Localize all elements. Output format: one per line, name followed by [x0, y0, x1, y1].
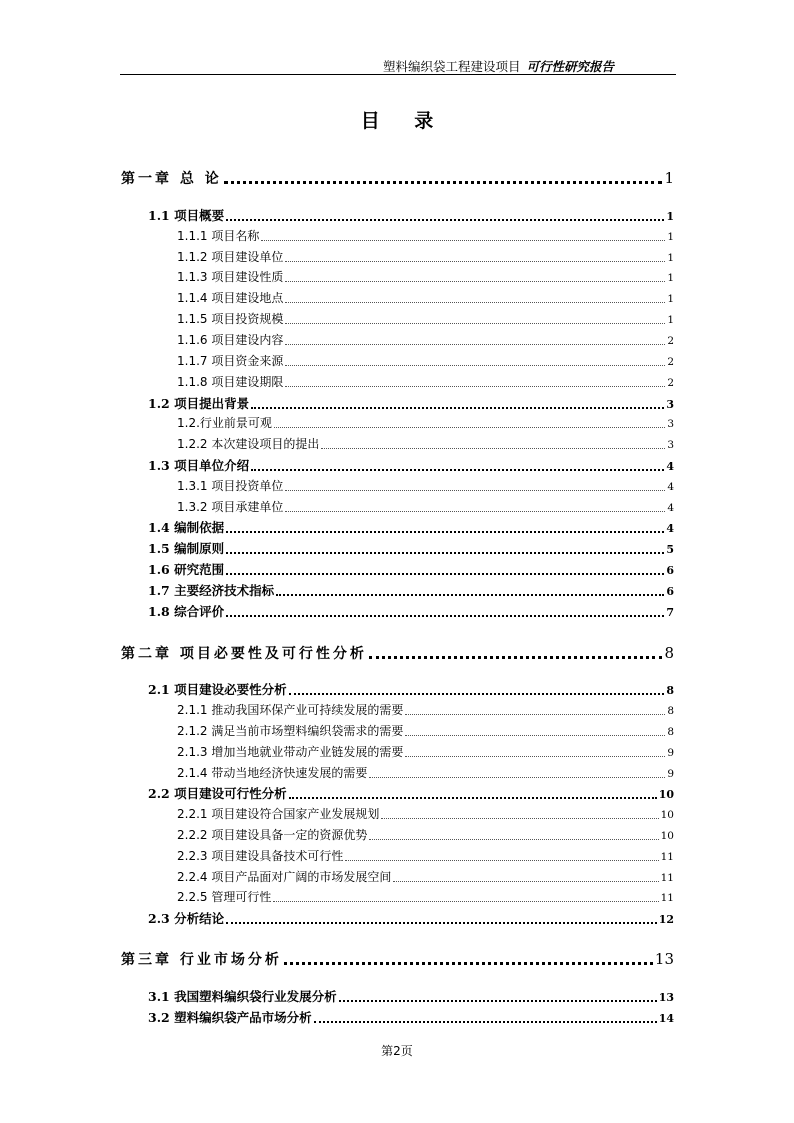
toc-chapter-row[interactable] [121, 643, 674, 663]
dot-leader [393, 881, 658, 882]
toc-sub-row[interactable] [121, 868, 674, 885]
toc-page-number: 11 [660, 892, 674, 904]
toc-page-number: 3 [667, 439, 674, 451]
dot-leader [284, 962, 653, 965]
toc-page-number: 8 [667, 726, 674, 738]
dot-leader [226, 922, 657, 924]
toc-entry-label: 第二章 项目必要性及可行性分析 [121, 646, 367, 662]
toc-entry-label: 1.1.2 项目建设单位 [177, 250, 284, 264]
toc-page-number: 3 [667, 418, 674, 430]
toc-sub-row[interactable] [121, 764, 674, 781]
toc-page-number: 13 [658, 991, 674, 1004]
dot-leader [289, 797, 657, 799]
dot-leader [369, 777, 665, 778]
toc-section-row[interactable] [121, 394, 674, 412]
toc-sub-row[interactable] [121, 331, 674, 348]
toc-page-number: 10 [660, 809, 674, 821]
dot-leader [314, 1021, 657, 1023]
toc-sub-row[interactable] [121, 477, 674, 494]
toc-entry-label: 1.6 研究范围 [148, 562, 225, 577]
toc-sub-row[interactable] [121, 701, 674, 718]
toc-chapter-row[interactable] [121, 168, 674, 188]
toc-entry-label: 2.1.3 增加当地就业带动产业链发展的需要 [177, 745, 404, 759]
toc-section-row[interactable] [121, 987, 674, 1005]
toc-page-number: 4 [667, 502, 674, 514]
toc-sub-row[interactable] [121, 888, 674, 905]
dot-leader [226, 219, 664, 221]
dot-leader [285, 365, 665, 366]
toc-section-row[interactable] [121, 206, 674, 224]
toc-entry-label: 1.5 编制原则 [148, 541, 225, 556]
toc-page-number: 4 [667, 481, 674, 493]
toc-page-number: 1 [667, 231, 674, 243]
toc-page-number: 8 [664, 644, 674, 662]
toc-entry-label: 1.1.4 项目建设地点 [177, 291, 284, 305]
toc-entry-label: 1.7 主要经济技术指标 [148, 583, 275, 598]
dot-leader [274, 427, 665, 428]
dot-leader [285, 302, 665, 303]
dot-leader [345, 860, 658, 861]
toc-sub-row[interactable] [121, 498, 674, 515]
toc-page-number: 8 [666, 684, 674, 697]
toc-page-number: 10 [660, 830, 674, 842]
toc-entry-label: 1.1 项目概要 [148, 208, 225, 223]
toc-sub-row[interactable] [121, 435, 674, 452]
toc-page-number: 2 [667, 335, 674, 347]
toc-entry-label: 3.1 我国塑料编织袋行业发展分析 [148, 989, 337, 1004]
toc-page-number: 9 [667, 747, 674, 759]
toc-sub-row[interactable] [121, 805, 674, 822]
toc-entry-label: 2.2.2 项目建设具备一定的资源优势 [177, 828, 368, 842]
toc-entry-label: 1.3.1 项目投资单位 [177, 479, 284, 493]
toc-entry-label: 1.4 编制依据 [148, 520, 225, 535]
dot-leader [289, 693, 665, 695]
toc-page-number: 1 [667, 293, 674, 305]
toc-page-number: 1 [666, 210, 674, 223]
dot-leader [224, 181, 663, 184]
toc-page-number: 14 [658, 1012, 674, 1025]
dot-leader [321, 448, 665, 449]
dot-leader [226, 615, 664, 617]
toc-entry-label: 1.2 项目提出背景 [148, 396, 250, 411]
toc-page-number: 11 [660, 872, 674, 884]
toc-entry-label: 2.2.3 项目建设具备技术可行性 [177, 849, 344, 863]
toc-entry-label: 1.1.1 项目名称 [177, 229, 260, 243]
dot-leader [285, 261, 665, 262]
dot-leader [226, 552, 664, 554]
toc-page-number: 2 [667, 356, 674, 368]
toc-section-row[interactable] [121, 518, 674, 536]
toc-section-row[interactable] [121, 1008, 674, 1026]
dot-leader [285, 281, 665, 282]
toc-sub-row[interactable] [121, 227, 674, 244]
toc-sub-row[interactable] [121, 310, 674, 327]
toc-section-row[interactable] [121, 539, 674, 557]
toc-entry-label: 第一章 总 论 [121, 171, 222, 187]
toc-page-number: 2 [667, 377, 674, 389]
toc-entry-label: 2.2 项目建设可行性分析 [148, 786, 287, 801]
toc-entry-label: 3.2 塑料编织袋产品市场分析 [148, 1010, 312, 1025]
dot-leader [285, 490, 665, 491]
toc-entry-label: 1.2.行业前景可观 [177, 416, 272, 430]
toc-page-number: 9 [667, 768, 674, 780]
page-title: 目 录 [360, 110, 448, 132]
toc-page-number: 1 [667, 272, 674, 284]
dot-leader [226, 573, 664, 575]
toc-section-row[interactable] [121, 602, 674, 620]
toc-entry-label: 2.2.4 项目产品面对广阔的市场发展空间 [177, 870, 392, 884]
dot-leader [226, 531, 664, 533]
toc-sub-row[interactable] [121, 268, 674, 285]
toc-entry-label: 1.1.3 项目建设性质 [177, 270, 284, 284]
toc-sub-row[interactable] [121, 352, 674, 369]
toc-page-number: 1 [667, 252, 674, 264]
toc-section-row[interactable] [121, 581, 674, 599]
toc-entry-label: 2.2.1 项目建设符合国家产业发展规划 [177, 807, 380, 821]
toc-entry-label: 2.3 分析结论 [148, 911, 225, 926]
toc-sub-row[interactable] [121, 289, 674, 306]
dot-leader [369, 839, 658, 840]
toc-page-number: 1 [664, 169, 674, 187]
dot-leader [405, 756, 665, 757]
toc-entry-label: 2.2.5 管理可行性 [177, 890, 272, 904]
toc-entry-label: 1.3 项目单位介绍 [148, 458, 250, 473]
toc-page-number: 13 [654, 950, 674, 968]
toc-entry-label: 1.1.8 项目建设期限 [177, 375, 284, 389]
toc-page-number: 10 [658, 788, 674, 801]
dot-leader [405, 735, 665, 736]
toc-entry-label: 2.1.2 满足当前市场塑料编织袋需求的需要 [177, 724, 404, 738]
page-header [120, 54, 676, 75]
toc-chapter-row[interactable] [121, 949, 674, 969]
toc-entry-label: 1.1.5 项目投资规模 [177, 312, 284, 326]
toc-section-row[interactable] [121, 560, 674, 578]
toc-page-number: 4 [666, 460, 674, 473]
dot-leader [251, 469, 664, 471]
toc-entry-label: 1.3.2 项目承建单位 [177, 500, 284, 514]
dot-leader [285, 386, 665, 387]
toc-entry-label: 2.1.1 推动我国环保产业可持续发展的需要 [177, 703, 404, 717]
dot-leader [339, 1000, 657, 1002]
toc-entry-label: 第三章 行业市场分析 [121, 952, 282, 968]
toc-sub-row[interactable] [121, 414, 674, 431]
dot-leader [261, 240, 665, 241]
toc-sub-row[interactable] [121, 847, 674, 864]
page-number: 第2页 [381, 1044, 413, 1058]
toc-section-row[interactable] [121, 680, 674, 698]
toc-page-number: 7 [666, 606, 674, 619]
toc-entry-label: 1.8 综合评价 [148, 604, 225, 619]
dot-leader [285, 344, 665, 345]
toc-page-number: 6 [666, 585, 674, 598]
header-project-name: 塑料编织袋工程建设项目 [382, 59, 521, 74]
header-report-type: 可行性研究报告 [526, 59, 614, 74]
toc-page-number: 6 [666, 564, 674, 577]
toc-entry-label: 1.2.2 本次建设项目的提出 [177, 437, 320, 451]
toc-entry-label: 2.1.4 带动当地经济快速发展的需要 [177, 766, 368, 780]
toc-section-row[interactable] [121, 784, 674, 802]
dot-leader [381, 818, 658, 819]
toc-section-row[interactable] [121, 456, 674, 474]
toc-sub-row[interactable] [121, 826, 674, 843]
dot-leader [285, 323, 665, 324]
toc-page-number: 1 [667, 314, 674, 326]
toc-page-number: 11 [660, 851, 674, 863]
toc-page-number: 5 [666, 543, 674, 556]
toc-sub-row[interactable] [121, 743, 674, 760]
dot-leader [276, 594, 664, 596]
toc-entry-label: 2.1 项目建设必要性分析 [148, 682, 287, 697]
dot-leader [251, 407, 664, 409]
toc-entry-label: 1.1.6 项目建设内容 [177, 333, 284, 347]
toc-page-number: 3 [666, 398, 674, 411]
toc-sub-row[interactable] [121, 248, 674, 265]
dot-leader [405, 714, 665, 715]
toc-page-number: 8 [667, 705, 674, 717]
toc-entry-label: 1.1.7 项目资金来源 [177, 354, 284, 368]
toc-page-number: 4 [666, 522, 674, 535]
toc-sub-row[interactable] [121, 373, 674, 390]
dot-leader [285, 511, 665, 512]
toc-section-row[interactable] [121, 909, 674, 927]
header-text [383, 57, 614, 75]
toc-page-number: 12 [658, 913, 674, 926]
dot-leader [369, 656, 663, 659]
dot-leader [273, 901, 658, 902]
toc-sub-row[interactable] [121, 722, 674, 739]
